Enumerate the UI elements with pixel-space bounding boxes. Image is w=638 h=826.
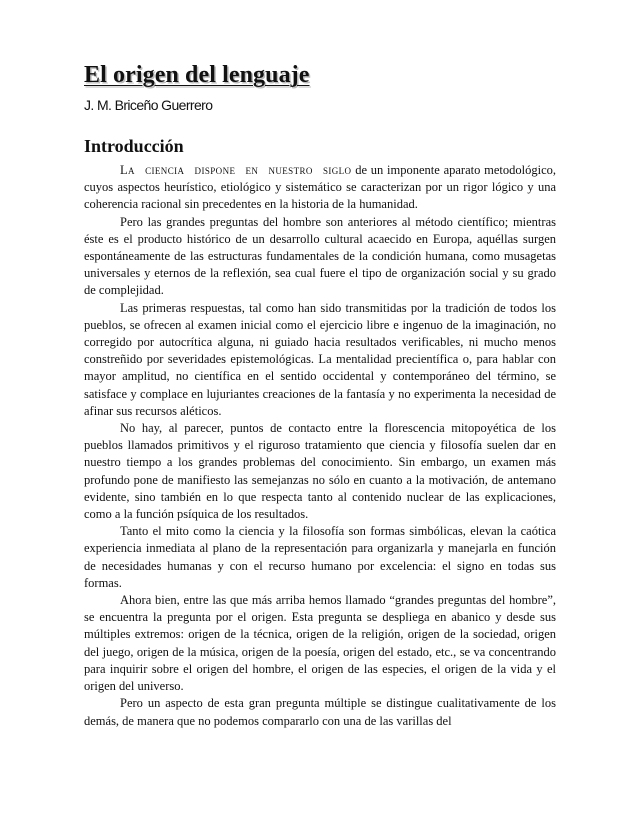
section-heading: Introducción xyxy=(84,136,184,156)
document-page xyxy=(84,62,556,730)
paragraph-1 xyxy=(84,162,556,214)
paragraph-1-lead: La ciencia dispone en nuestro siglo xyxy=(120,163,352,177)
paragraph-3: Las primeras respuestas, tal como han sido transmitidas por la tradición de todos los pueblos, se ofrecen al examen inicial como el ejercicio libre e ingenuo de la imaginación, no corregido por autocrítica alguna, ni guiado hacia resultados verificables, ni mucho menos constreñido por severidades epistemológicas. La mentalidad precientífica o, para hablar con mayor amplitud, no científica en el sentido occidental y contemporáneo del término, se satisface y complace en lujuriantes creaciones de la fantasía y no experimenta la necesidad de afinar sus recursos aléticos. xyxy=(84,300,556,418)
author-name: J. M. Briceño Guerrero xyxy=(84,97,213,113)
document-title: El origen del lenguaje xyxy=(84,62,310,88)
paragraph-1-rest: de un imponente aparato metodológico, cuyos aspectos heurístico, etiológico y sistemático se caracterizan por un rigor lógico y una coherencia racional sin precedentes en la historia de la humanidad. xyxy=(84,163,556,212)
paragraph-7: Pero un aspecto de esta gran pregunta múltiple se distingue cualitativamente de los demás, de manera que no podemos compararlo con una de las varillas del xyxy=(84,696,556,728)
paragraph-4: No hay, al parecer, puntos de contacto entre la florescencia mitopoyética de los pueblos llamados primitivos y el riguroso tratamiento que ciencia y filosofía suelen dar en nuestro tiempo a los grandes problemas del conocimiento. Sin embargo, un examen más profundo pone de manifiesto las semejanzas no sólo en cuanto a la motivación, de antemano evidente, sino también en lo que respecta tanto al contenido nuclear de las explicaciones, como a la función psíquica de los resultados. xyxy=(84,421,556,522)
paragraph-5: Tanto el mito como la ciencia y la filosofía son formas simbólicas, elevan la caótica experiencia inmediata al plano de la representación para organizarla y manejarla en función de necesidades humanas y con el recurso humano por excelencia: el signo en todas sus formas. xyxy=(84,524,556,590)
paragraph-2: Pero las grandes preguntas del hombre son anteriores al método científico; mientras éste es el producto histórico de un desarrollo cultural acaecido en Europa, aquéllas surgen espontáneamente de las estructuras fundamentales de la condición humana, como musagetas universales y eternos de la reflexión, sea cual fuere el tipo de organización social y su grado de complejidad. xyxy=(84,214,556,298)
paragraph-6: Ahora bien, entre las que más arriba hemos llamado “grandes preguntas del hombre”, se encuentra la pregunta por el origen. Esta pregunta se despliega en abanico y desde sus múltiples extremos: origen de la técnica, origen de la religión, origen de la sociedad, origen del juego, origen de la música, origen de la poesía, origen del estado, etc., se va concentrando para inquirir sobre el origen del hombre, el origen de las especies, el origen de la vida y el origen del universo. xyxy=(84,593,556,694)
